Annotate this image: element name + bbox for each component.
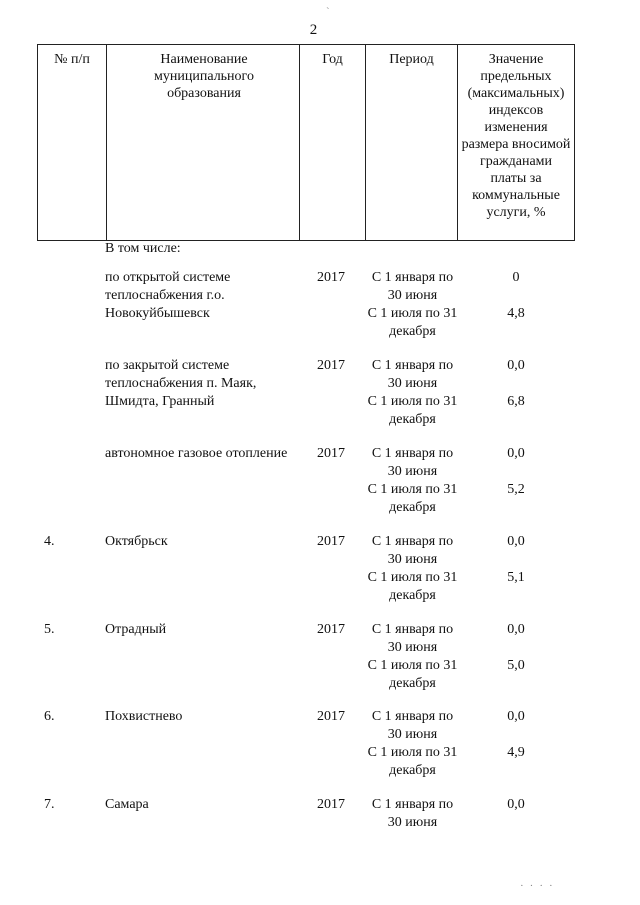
row-value-1: 0,0 — [507, 534, 525, 549]
row-value-1: 0,0 — [507, 358, 525, 373]
row-name: Похвистнево — [105, 709, 183, 724]
row-period-1: С 1 января по 30 июня — [371, 797, 454, 830]
column-divider — [457, 45, 458, 240]
row-year: 2017 — [317, 534, 345, 549]
row-value-2: 5,2 — [507, 482, 525, 497]
page-number: 2 — [309, 22, 318, 38]
row-value-2: 6,8 — [507, 394, 525, 409]
row-number: 5. — [44, 622, 55, 637]
scan-mark: ···· — [520, 880, 559, 892]
row-name: автономное газовое отопление — [105, 446, 288, 461]
row-period-2: С 1 июля по 31 декабря — [367, 306, 458, 339]
row-name: Самара — [105, 797, 149, 812]
header-year: Год — [322, 52, 343, 67]
table-header — [37, 44, 575, 241]
header-value: Значение предельных (максимальных) индексов изменения размера вносимой гражданами платы за коммунальные услуги, % — [461, 52, 571, 220]
column-divider — [106, 45, 107, 240]
row-value-1: 0,0 — [507, 709, 525, 724]
row-period-1: С 1 января по 30 июня — [371, 358, 454, 391]
row-value-2: 4,9 — [507, 745, 525, 760]
row-value-1: 0,0 — [507, 446, 525, 461]
row-period-1: С 1 января по 30 июня — [371, 622, 454, 655]
row-value-2: 5,1 — [507, 570, 525, 585]
row-value-2: 5,0 — [507, 658, 525, 673]
row-period-1: С 1 января по 30 июня — [371, 709, 454, 742]
row-name: Отрадный — [105, 622, 167, 637]
row-period-1: С 1 января по 30 июня — [371, 446, 454, 479]
scan-mark: ` — [326, 6, 330, 18]
row-period-1: С 1 января по 30 июня — [371, 534, 454, 567]
in-that-number-label: В том числе: — [105, 241, 181, 256]
row-number: 6. — [44, 709, 55, 724]
row-year: 2017 — [317, 358, 345, 373]
row-year: 2017 — [317, 270, 345, 285]
header-num: № п/п — [54, 52, 90, 67]
row-period-2: С 1 июля по 31 декабря — [367, 570, 458, 603]
row-name: Октябрьск — [105, 534, 168, 549]
row-number: 4. — [44, 534, 55, 549]
row-period-2: С 1 июля по 31 декабря — [367, 745, 458, 778]
column-divider — [365, 45, 366, 240]
row-period-1: С 1 января по 30 июня — [371, 270, 454, 303]
row-value-1: 0,0 — [507, 797, 525, 812]
row-value-2: 4,8 — [507, 306, 525, 321]
row-name: по открытой системе теплоснабжения г.о. Новокуйбышевск — [105, 270, 231, 321]
row-name: по закрытой системе теплоснабжения п. Маяк, Шмидта, Гранный — [105, 358, 257, 409]
row-value-1: 0,0 — [507, 622, 525, 637]
row-period-2: С 1 июля по 31 декабря — [367, 482, 458, 515]
row-number: 7. — [44, 797, 55, 812]
header-period: Период — [389, 52, 434, 67]
row-period-2: С 1 июля по 31 декабря — [367, 394, 458, 427]
row-value-1: 0 — [512, 270, 520, 285]
row-year: 2017 — [317, 709, 345, 724]
column-divider — [299, 45, 300, 240]
row-year: 2017 — [317, 797, 345, 812]
row-year: 2017 — [317, 446, 345, 461]
header-name: Наименование муниципального образования — [154, 52, 254, 101]
row-period-2: С 1 июля по 31 декабря — [367, 658, 458, 691]
row-year: 2017 — [317, 622, 345, 637]
